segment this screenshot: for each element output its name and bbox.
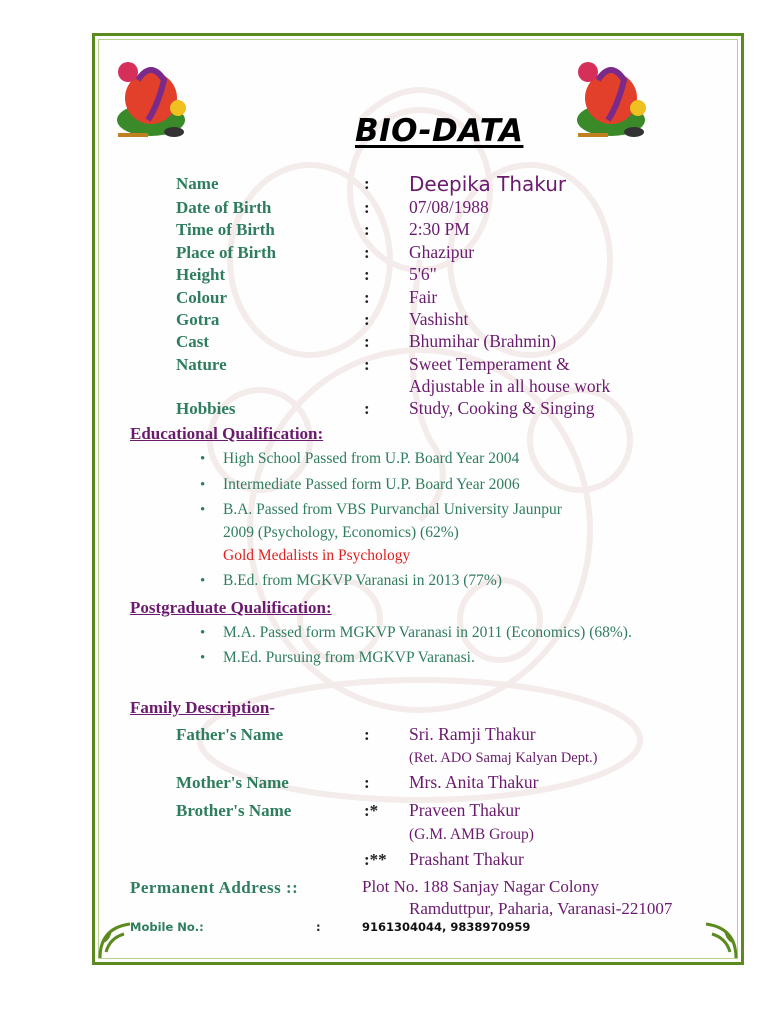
brother-value: Praveen Thakur: [409, 800, 520, 820]
postgraduate-heading: Postgraduate Qualification:: [130, 598, 332, 617]
bullet-icon: •: [200, 502, 206, 518]
dob-colon: :: [364, 198, 370, 217]
bullet-icon: •: [200, 625, 206, 641]
mother-value: Mrs. Anita Thakur: [409, 772, 539, 792]
postgraduate-item: M.Ed. Pursuing from MGKVP Varanasi.: [223, 649, 475, 666]
family-heading: Family Description: [130, 698, 270, 717]
bullet-icon: •: [200, 573, 206, 589]
postgraduate-item: M.A. Passed form MGKVP Varanasi in 2011 (Economics) (68%).: [223, 624, 632, 641]
ganesha-left-decoration: [108, 50, 194, 146]
pob-value: Ghazipur: [409, 242, 475, 262]
cast-colon: :: [364, 332, 370, 351]
gotra-colon: :: [364, 310, 370, 329]
education-item-continued: 2009 (Psychology, Economics) (62%): [223, 524, 459, 541]
brother-colon: :*: [364, 801, 379, 820]
dob-value: 07/08/1988: [409, 197, 489, 217]
father-label: Father's Name: [176, 725, 284, 744]
mobile-label: Mobile No.:: [130, 920, 204, 934]
address-label: Permanent Address ::: [130, 878, 299, 897]
family-heading-wrap: [130, 698, 275, 718]
hobbies-value: Study, Cooking & Singing: [409, 398, 595, 418]
gold-medal-note: Gold Medalists in Psychology: [223, 547, 411, 564]
brother2-value: Prashant Thakur: [409, 849, 524, 869]
gotra-value: Vashisht: [409, 309, 469, 329]
mother-label: Mother's Name: [176, 773, 289, 792]
family-heading-dash: -: [269, 698, 275, 717]
cast-label: Cast: [176, 332, 210, 351]
colour-value: Fair: [409, 287, 438, 307]
ganesha-right-decoration: [568, 50, 654, 146]
tob-value: 2:30 PM: [409, 219, 470, 239]
gotra-label: Gotra: [176, 310, 220, 329]
corner-flourish-right-icon: [700, 918, 740, 962]
height-value: 5'6": [409, 264, 437, 284]
nature-value-line2: Adjustable in all house work: [409, 376, 611, 396]
father-value: Sri. Ramji Thakur: [409, 724, 536, 744]
name-label: Name: [176, 174, 219, 193]
pob-colon: :: [364, 243, 370, 262]
nature-colon: :: [364, 355, 370, 374]
mother-colon: :: [364, 773, 370, 792]
brother-label: Brother's Name: [176, 801, 292, 820]
colour-label: Colour: [176, 288, 227, 307]
mobile-value: 9161304044, 9838970959: [362, 920, 531, 934]
tob-colon: :: [364, 220, 370, 239]
nature-label: Nature: [176, 355, 227, 374]
pob-label: Place of Birth: [176, 243, 277, 262]
bullet-icon: •: [200, 650, 206, 666]
education-item: Intermediate Passed form U.P. Board Year 2006: [223, 476, 520, 493]
nature-value: Sweet Temperament &: [409, 354, 570, 374]
education-heading: Educational Qualification:: [130, 424, 324, 443]
education-item: High School Passed from U.P. Board Year 2004: [223, 450, 520, 467]
dob-label: Date of Birth: [176, 198, 272, 217]
height-colon: :: [364, 265, 370, 284]
page-title: BIO-DATA: [355, 113, 524, 149]
brother2-colon: :**: [364, 850, 387, 869]
colour-colon: :: [364, 288, 370, 307]
tob-label: Time of Birth: [176, 220, 275, 239]
bullet-icon: •: [200, 451, 206, 467]
address-line1: Plot No. 188 Sanjay Nagar Colony: [362, 877, 600, 896]
cast-value: Bhumihar (Brahmin): [409, 331, 557, 351]
father-colon: :: [364, 725, 370, 744]
bullet-icon: •: [200, 477, 206, 493]
mobile-colon: :: [316, 920, 321, 934]
name-colon: :: [364, 174, 370, 193]
brother-note: (G.M. AMB Group): [409, 826, 534, 843]
hobbies-colon: :: [364, 399, 370, 418]
hobbies-label: Hobbies: [176, 399, 236, 418]
father-note: (Ret. ADO Samaj Kalyan Dept.): [409, 750, 598, 766]
name-value: Deepika Thakur: [409, 172, 567, 196]
height-label: Height: [176, 265, 226, 284]
education-item: B.Ed. from MGKVP Varanasi in 2013 (77%): [223, 572, 502, 589]
education-item: B.A. Passed from VBS Purvanchal University Jaunpur: [223, 501, 562, 518]
address-line2: Ramduttpur, Paharia, Varanasi-221007: [409, 899, 673, 918]
